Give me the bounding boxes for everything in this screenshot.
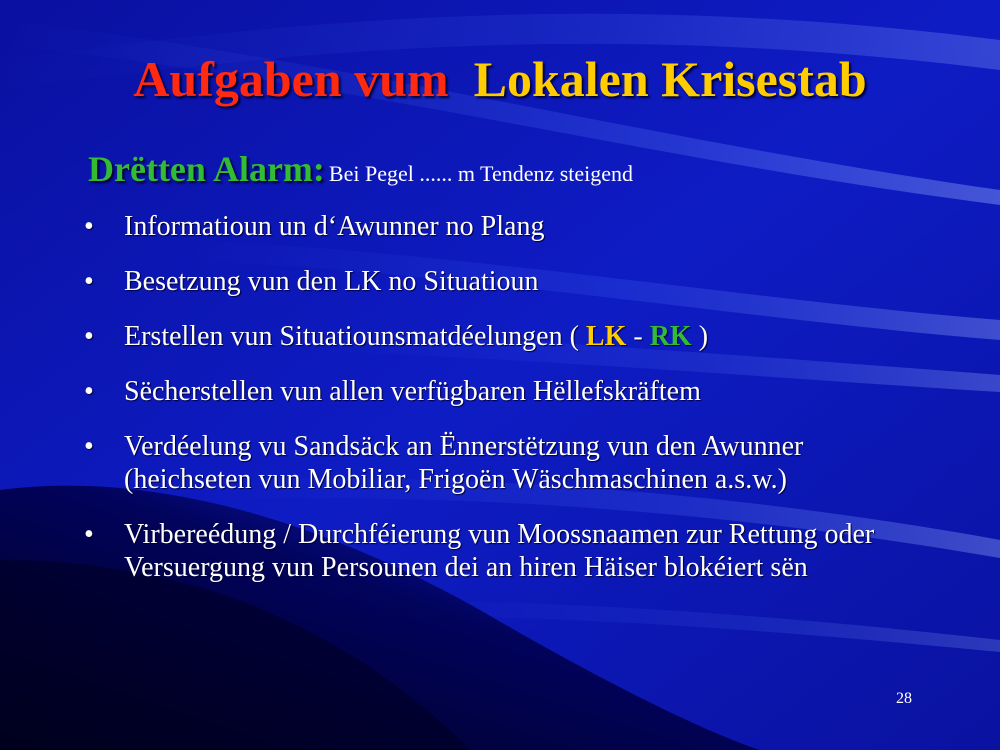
lk-label: LK	[585, 321, 627, 352]
list-item	[80, 430, 880, 496]
list-item-text: Informatioun un d‘Awunner no Plang	[124, 211, 545, 242]
bullet-icon: •	[84, 266, 94, 297]
list-item-text-after: )	[691, 321, 709, 352]
list-item-text: Virbereédung / Durchféierung vun Moossnaamen zur Rettung oder Versuergung vun Persounen dei an hiren Häiser blokéiert sën	[124, 519, 875, 583]
list-item-text: Besetzung vun den LK no Situatioun	[124, 266, 539, 297]
bullet-icon: •	[84, 519, 94, 550]
rk-label: RK	[649, 321, 692, 352]
alarm-level-label: Drëtten Alarm:	[88, 149, 325, 189]
list-item-text-before: Erstellen vun Situatiounsmatdéelungen (	[124, 321, 586, 352]
list-item	[80, 375, 880, 408]
lk-rk-separator: -	[626, 321, 650, 352]
list-item-text: Sëcherstellen vun allen verfügbaren Hëllefskräftem	[124, 376, 701, 407]
list-item	[80, 265, 880, 298]
page-number: 28	[896, 690, 912, 707]
alarm-subheading	[88, 148, 633, 190]
bullet-icon: •	[84, 431, 94, 462]
title-part-yellow: Lokalen Krisestab	[473, 51, 867, 107]
task-list	[80, 210, 880, 606]
list-item	[80, 518, 880, 584]
list-item-text: Verdéelung vu Sandsäck an Ënnerstëtzung vun den Awunner (heichseten vun Mobiliar, Frigoën Wäschmaschinen a.s.w.)	[124, 431, 804, 495]
list-item	[80, 320, 880, 353]
title-part-red: Aufgaben vum	[133, 51, 449, 107]
slide-title	[0, 48, 1000, 110]
bullet-icon: •	[84, 321, 94, 352]
bullet-icon: •	[84, 376, 94, 407]
bullet-icon: •	[84, 211, 94, 242]
list-item	[80, 210, 880, 243]
alarm-condition-text: Bei Pegel ...... m Tendenz steigend	[328, 161, 634, 186]
